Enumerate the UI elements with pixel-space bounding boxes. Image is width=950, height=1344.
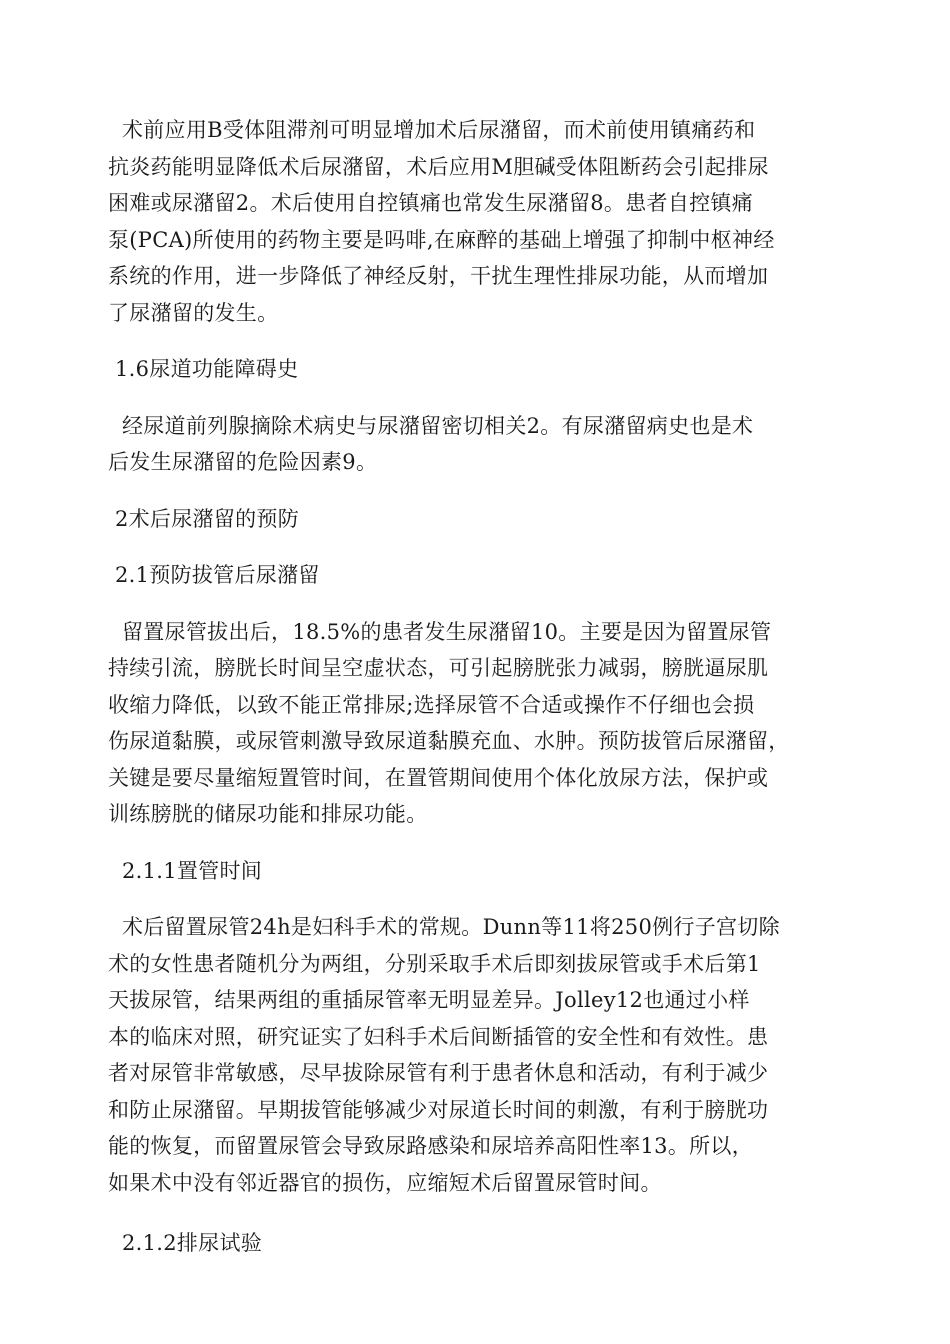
paragraph-urethral-history bbox=[108, 408, 853, 481]
section-heading-2: 2术后尿潴留的预防 bbox=[108, 506, 300, 531]
text-line: 术前应用Β受体阻滞剂可明显增加术后尿潴留，而术前使用镇痛药和 bbox=[108, 118, 756, 142]
text-line: 了尿潴留的发生。 bbox=[108, 300, 279, 325]
text-line: 经尿道前列腺摘除术病史与尿潴留密切相关2。有尿潴留病史也是术 bbox=[108, 413, 754, 438]
text-line: 天拔尿管，结果两组的重插尿管率无明显差异。Jolley12也通过小样 bbox=[108, 988, 750, 1012]
text-line: 术的女性患者随机分为两组，分别采取手术后即刻拔尿管或手术后第1 bbox=[108, 951, 761, 976]
text-line: 收缩力降低，以致不能正常排尿;选择尿管不合适或操作不仔细也会损 bbox=[108, 692, 755, 717]
document-page bbox=[108, 112, 853, 1262]
text-line: 后发生尿潴留的危险因素9。 bbox=[108, 450, 378, 474]
section-heading-1-6: 1.6尿道功能障碍史 bbox=[108, 357, 299, 381]
text-line: 泵(PCA)所使用的药物主要是吗啡,在麻醉的基础上增强了抑制中枢神经 bbox=[108, 227, 775, 252]
text-line: 者对尿管非常敏感，尽早拔除尿管有利于患者休息和活动，有利于减少 bbox=[108, 1061, 769, 1085]
text-line: 训练膀胱的储尿功能和排尿功能。 bbox=[108, 802, 428, 826]
section-heading-2-1-1: 2.1.1置管时间 bbox=[108, 858, 263, 883]
text-line: 抗炎药能明显降低术后尿潴留，术后应用Μ胆碱受体阻断药会引起排尿 bbox=[108, 154, 769, 179]
section-heading-2-1-2: 2.1.2排尿试验 bbox=[108, 1231, 263, 1255]
text-line: 术后留置尿管24h是妇科手术的常规。Dunn等11将250例行子宫切除 bbox=[108, 915, 780, 939]
text-line: 关键是要尽量缩短置管时间，在置管期间使用个体化放尿方法，保护或 bbox=[108, 765, 769, 790]
text-line: 系统的作用，进一步降低了神经反射，干扰生理性排尿功能，从而增加 bbox=[108, 264, 769, 288]
paragraph-catheter-duration bbox=[108, 909, 853, 1201]
paragraph-drug-effects bbox=[108, 112, 853, 331]
paragraph-catheter-removal bbox=[108, 614, 853, 833]
text-line: 持续引流，膀胱长时间呈空虚状态，可引起膀胱张力减弱，膀胱逼尿肌 bbox=[108, 656, 769, 680]
text-line: 如果术中没有邻近器官的损伤，应缩短术后留置尿管时间。 bbox=[108, 1170, 662, 1195]
text-line: 和防止尿潴留。早期拔管能够减少对尿道长时间的刺激，有利于膀胱功 bbox=[108, 1097, 769, 1122]
text-line: 能的恢复，而留置尿管会导致尿路感染和尿培养高阳性率13。所以， bbox=[108, 1134, 754, 1158]
text-line: 困难或尿潴留2。术后使用自控镇痛也常发生尿潴留8。患者自控镇痛 bbox=[108, 191, 754, 215]
text-line: 伤尿道黏膜，或尿管刺激导致尿道黏膜充血、水肿。预防拔管后尿潴留， bbox=[108, 729, 790, 753]
section-heading-2-1: 2.1预防拔管后尿潴留 bbox=[108, 563, 320, 587]
text-line: 本的临床对照，研究证实了妇科手术后间断插管的安全性和有效性。患 bbox=[108, 1024, 769, 1049]
text-line: 留置尿管拔出后，18.5%的患者发生尿潴留10。主要是因为留置尿管 bbox=[108, 619, 772, 644]
